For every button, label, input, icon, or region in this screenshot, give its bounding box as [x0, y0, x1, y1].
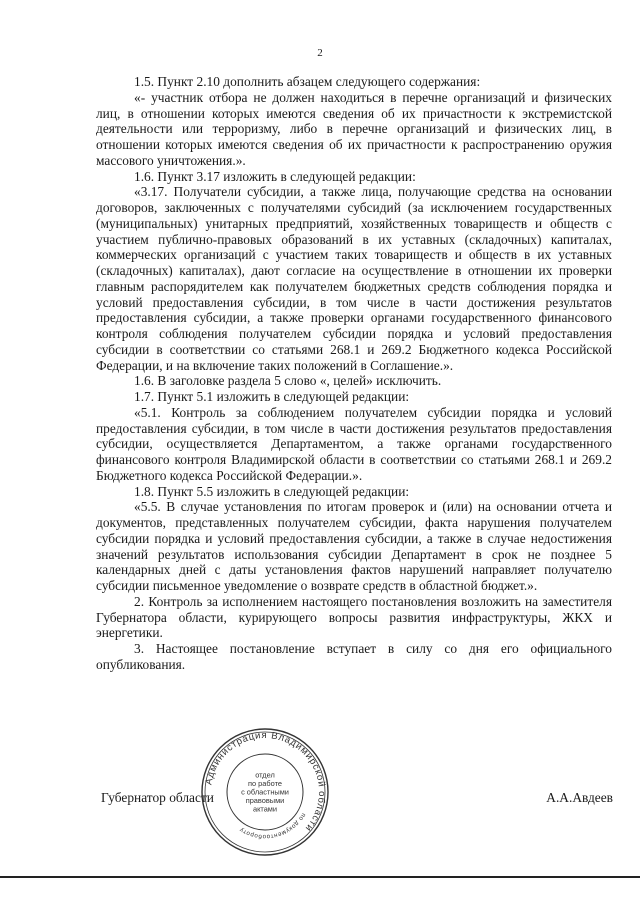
official-stamp	[200, 727, 330, 857]
document-body	[96, 74, 612, 673]
stamp-inner-text: по документообороту	[238, 811, 307, 841]
stamp-center-line: с областными	[241, 787, 289, 797]
signature-block	[101, 787, 613, 810]
paragraph: «- участник отбора не должен находиться в перечне организаций и физических лиц, в отношении которых имеются сведения об их причастности к экстремистской деятельности или терроризму, либо в перечне организаций и физических лиц, в отношении которых имеются сведения об их причастности к распространению оружия массового уничтожения.».	[96, 89, 612, 168]
paragraph: 2. Контроль за исполнением настоящего постановления возложить на заместителя Губернатора области, курирующего вопросы развития инфраструктуры, ЖКХ и энергетики.	[96, 593, 612, 641]
paragraph: 1.6. Пункт 3.17 изложить в следующей редакции:	[134, 168, 416, 184]
page-number: 2	[317, 47, 323, 59]
stamp-center-line: отдел	[255, 770, 275, 780]
paragraph: «3.17. Получатели субсидии, а также лица, получающие средства на основании договоров, заключенных с получателями субсидий (за исключением государственных (муниципальных) унитарных предприятий, хозяйственных товариществ и обществ с участием публично-правовых образований в их уставных (складочных) капиталах, коммерческих организаций с участием таких товариществ и обществ в их уставных (складочных) капиталах), дают согласие на осуществление в отношении их проверки главным распорядителем как получателем бюджетных средств соблюдения порядка и условий предоставления субсидии, в том числе в части достижения результатов предоставления субсидии, а также проверки органами государственного финансового контроля соблюдения получателем субсидии порядка и условий предоставления субсидии в соответствии со статьями 268.1 и 269.2 Бюджетного кодекса Российской Федерации, и на включение таких положений в Соглашение.».	[96, 184, 612, 373]
paragraph: «5.1. Контроль за соблюдением получателем субсидии порядка и условий предоставления субсидии, в том числе в части достижения результатов предоставления субсидии, осуществляется Департаментом, а также органами государственного финансового контроля Владимирской области в соответствии со статьями 268.1 и 269.2 Бюджетного кодекса Российской Федерации.».	[96, 404, 612, 483]
stamp-outer-text: Администрация Владимирской области	[203, 729, 328, 834]
paragraph: «5.5. В случае установления по итогам проверок и (или) на основании отчета и документов, представленных получателем субсидии, факта нарушения получателем субсидии порядка и условий предоставления субсидии, а также в случае недостижения значений результатов использования субсидии Департамент в срок не позднее 5 календарных дней с даты установления фактов нарушений направляет получателю субсидии письменное уведомление о возврате средств в областной бюджет.».	[96, 499, 612, 593]
paragraph: 1.8. Пункт 5.5 изложить в следующей редакции:	[134, 483, 410, 499]
signatory-title: Губернатор области	[101, 790, 214, 805]
stamp-center-line: правовыми	[245, 796, 285, 806]
footer-rule	[0, 876, 640, 878]
paragraph: 1.5. Пункт 2.10 дополнить абзацем следующего содержания:	[134, 74, 481, 89]
stamp-center-line: по работе	[248, 778, 282, 788]
paragraph: 3. Настоящее постановление вступает в силу со дня его официального опубликования.	[96, 641, 612, 672]
stamp-center-line: актами	[252, 804, 278, 814]
stamp-center-text	[241, 770, 289, 813]
signatory-name: А.А.Авдеев	[546, 790, 613, 805]
paragraph: 1.7. Пункт 5.1 изложить в следующей редакции:	[134, 389, 410, 404]
paragraph: 1.6. В заголовке раздела 5 слово «, целей» исключить.	[134, 373, 442, 389]
